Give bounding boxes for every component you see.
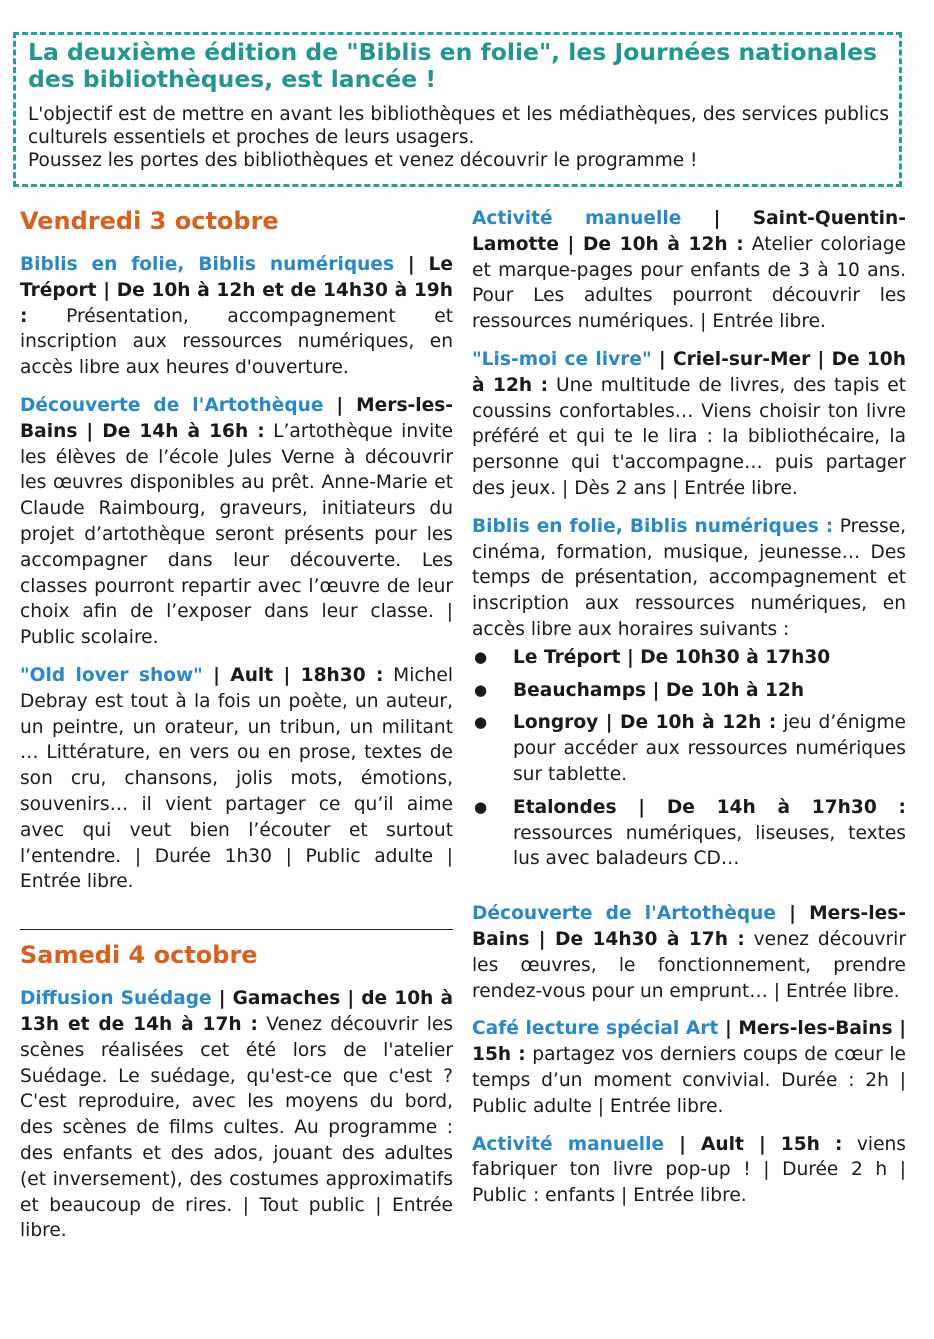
event-meta: | Mers-les-Bains | De 14h30 à 17h : bbox=[472, 903, 907, 950]
saturday-heading: Samedi 4 octobre bbox=[20, 941, 258, 970]
left-column bbox=[20, 206, 453, 1256]
event-biblis-numeriques-schedule bbox=[472, 514, 906, 643]
event-meta: | Saint-Quentin-Lamotte | De 10h à 12h : bbox=[472, 208, 906, 255]
day-separator bbox=[20, 929, 453, 930]
event-text: Venez découvrir les scènes réalisées cet été lors de l'atelier Suédage. Le suédage, qu'est-ce que c'est ? C'est reproduire, avec les moyens du bord, des scènes de films cultes. Au programme : des enfants et des ados, jouant des adultes (et inversement), des costumes approximatifs et beaucoup de rires. | Tout public | Entrée libre. bbox=[20, 1013, 453, 1242]
schedule-list bbox=[472, 645, 906, 872]
event-title: "Lis-moi ce livre" bbox=[472, 348, 652, 370]
spacer bbox=[472, 879, 906, 901]
event-biblis-numeriques-treport bbox=[20, 252, 453, 381]
event-text: partagez vos derniers coups de cœur le temps d’un moment convivial. Durée : 2h | Public adulte | Entrée libre. bbox=[472, 1044, 906, 1117]
event-meta: | Mers-les-Bains | De 14h à 16h : bbox=[20, 394, 454, 442]
list-item bbox=[472, 710, 906, 787]
schedule-place: Longroy | De 10h à 12h : bbox=[513, 712, 777, 734]
event-text: L’artothèque invite les élèves de l’école Jules Verne à découvrir les œuvres disponibles au prêt. Anne-Marie et Claude Raimbourg, graveurs, initiateurs du projet d’artothèque seront présents pour les accompagner dans leur découverte. Les classes pourront repartir avec l’œuvre de leur choix afin de l’exposer dans leur classe. | Public scolaire. bbox=[20, 420, 454, 649]
event-text: viens fabriquer ton livre pop-up ! | Durée 2 h | Public : enfants | Entrée libre. bbox=[472, 1133, 906, 1207]
event-meta: | Ault | 18h30 : bbox=[202, 664, 384, 686]
event-title: Diffusion Suédage bbox=[20, 988, 212, 1010]
schedule-detail: ressources numériques, liseuses, textes lus avec baladeurs CD… bbox=[513, 822, 906, 870]
event-activite-manuelle-saint-quentin bbox=[472, 206, 906, 335]
event-artotheque-saturday bbox=[472, 901, 906, 1004]
event-title: Activité manuelle bbox=[472, 208, 682, 229]
event-title: Biblis en folie, Biblis numériques bbox=[20, 254, 395, 275]
event-title: Découverte de l'Artothèque bbox=[20, 394, 324, 416]
event-title: Découverte de l'Artothèque bbox=[472, 903, 776, 925]
schedule-place: Etalondes | De 14h à 17h30 : bbox=[513, 796, 906, 818]
event-title: Café lecture spécial Art bbox=[472, 1018, 719, 1040]
list-item bbox=[472, 795, 906, 872]
intro-line-2: Poussez les portes des bibliothèques et venez découvrir le programme ! bbox=[28, 150, 698, 171]
list-item bbox=[472, 645, 906, 671]
intro-text bbox=[28, 103, 889, 172]
intro-line-1: L'objectif est de mettre en avant les bibliothèques et les médiathèques, des services publics culturels essentiels et proches de leurs usagers. bbox=[28, 104, 889, 148]
schedule-place: Beauchamps | De 10h à 12h bbox=[513, 679, 805, 701]
event-text: Une multitude de livres, des tapis et coussins confortables… Viens choisir ton livre préféré et qui te le lira : la bibliothécaire, la personne qui t'accompagne… puis partager des jeux. | Dès 2 ans | Entrée libre. bbox=[472, 374, 906, 499]
event-activite-manuelle-ault bbox=[472, 1132, 906, 1209]
page-title: La deuxième édition de "Biblis en folie", les Journées nationales des bibliothèques, est lancée ! bbox=[28, 38, 878, 93]
event-meta: | Le Tréport | De 10h à 12h et de 14h30 à 19h : bbox=[20, 254, 453, 327]
schedule-place: Le Tréport | De 10h30 à 17h30 bbox=[513, 646, 831, 668]
event-title: "Old lover show" bbox=[20, 664, 203, 686]
event-text: Presse, cinéma, formation, musique, jeunesse… Des temps de présentation, accompagnement et inscription aux ressources numériques, en accès libre aux horaires suivants : bbox=[472, 515, 906, 640]
event-title: Biblis en folie, Biblis numériques : bbox=[472, 515, 834, 537]
event-old-lover-show bbox=[20, 663, 453, 895]
event-title: Activité manuelle bbox=[472, 1133, 665, 1155]
event-meta: | Gamaches | de 10h à 13h et de 14h à 17h : bbox=[20, 988, 453, 1035]
event-meta: | Ault | 15h : bbox=[664, 1133, 843, 1155]
event-artotheque-friday bbox=[20, 393, 453, 651]
friday-heading: Vendredi 3 octobre bbox=[20, 207, 279, 235]
event-meta: | Mers-les-Bains | 15h : bbox=[472, 1018, 906, 1066]
event-text: Michel Debray est tout à la fois un poète, un auteur, un peintre, un orateur, un tribun, un militant … Littérature, en vers ou en prose, textes de son cru, chansons, jolis mots, émotions, souvenirs… il vient partager ce qu’il aime avec qui veut bien l’écouter et surtout l’entendre. | Durée 1h30 | Public adulte | Entrée libre. bbox=[20, 664, 453, 893]
event-text: Atelier coloriage et marque-pages pour enfants de 3 à 10 ans. Pour Les adultes pourront découvrir les ressources numériques. | Entrée libre. bbox=[472, 233, 906, 333]
event-lis-moi-ce-livre bbox=[472, 347, 906, 502]
header-box bbox=[13, 32, 902, 187]
list-item bbox=[472, 678, 906, 704]
schedule-detail: jeu d’énigme pour accéder aux ressources numériques sur tablette. bbox=[513, 712, 907, 785]
event-text: venez découvrir les œuvres, le fonctionnement, prendre rendez-vous pour un emprunt… | Entrée libre. bbox=[472, 928, 906, 1002]
event-diffusion-suedage bbox=[20, 986, 453, 1244]
event-cafe-lecture bbox=[472, 1016, 906, 1119]
event-text: Présentation, accompagnement et inscription aux ressources numériques, en accès libre aux heures d'ouverture. bbox=[20, 305, 453, 379]
event-meta: | Criel-sur-Mer | De 10h à 12h : bbox=[472, 348, 906, 396]
right-column bbox=[472, 206, 906, 1221]
